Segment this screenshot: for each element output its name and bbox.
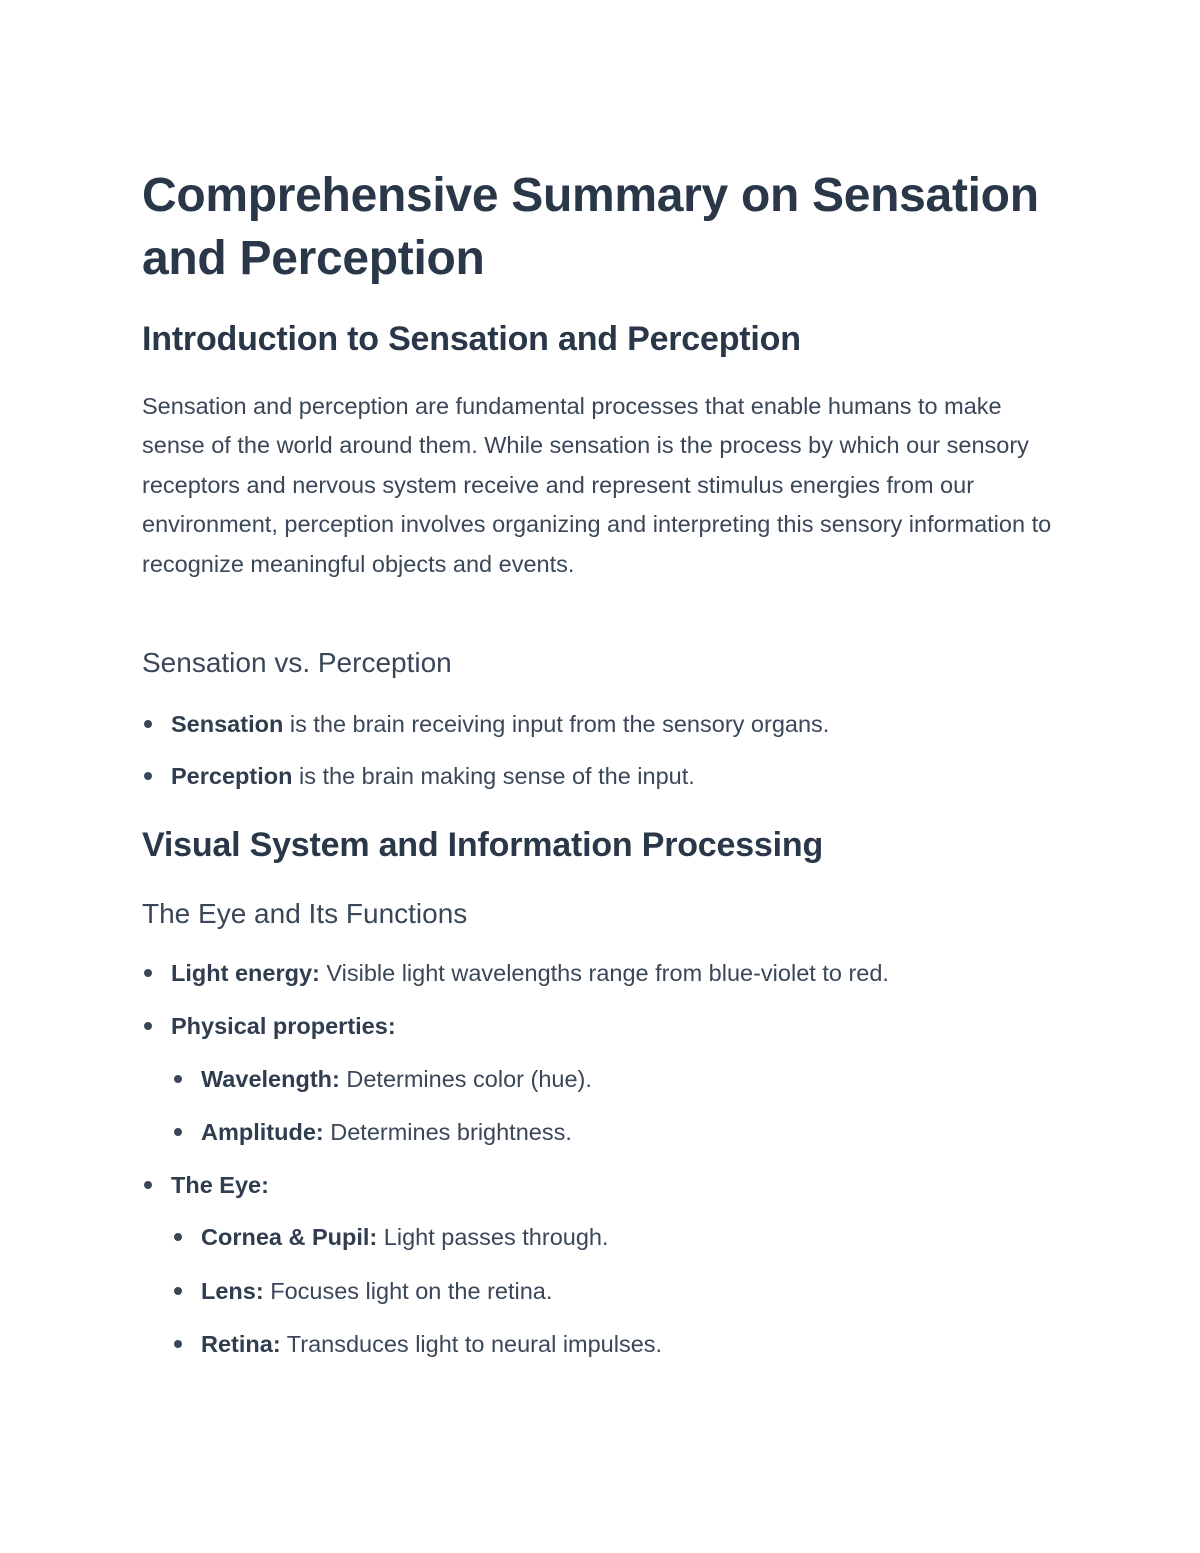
bullet-icon	[144, 1181, 152, 1189]
bullet-icon	[144, 720, 152, 728]
list-item-term: Retina:	[201, 1331, 281, 1357]
list-item-text: is the brain making sense of the input.	[292, 763, 695, 789]
bullet-icon	[174, 1075, 182, 1083]
list-item-term: Sensation	[171, 711, 284, 737]
bullet-icon	[144, 1022, 152, 1030]
bullet-icon	[174, 1128, 182, 1136]
bullet-icon	[144, 969, 152, 977]
section-heading-introduction: Introduction to Sensation and Perception	[142, 320, 801, 358]
document-title: Comprehensive Summary on Sensation and Perception	[142, 169, 1039, 285]
section-heading-visual-system: Visual System and Information Processing	[142, 826, 824, 864]
bullet-icon	[174, 1287, 182, 1295]
list-item-term: Physical properties:	[171, 1013, 396, 1039]
list-item-text: Determines brightness.	[323, 1119, 572, 1145]
list-item-term: Cornea & Pupil:	[201, 1224, 378, 1250]
list-item-text: Determines color (hue).	[339, 1066, 592, 1092]
list-item-term: Amplitude:	[201, 1119, 324, 1145]
bullet-icon	[144, 772, 152, 780]
bullet-icon	[174, 1233, 182, 1241]
introduction-paragraph: Sensation and perception are fundamental processes that enable humans to make sense of the world around them. While sensation is the process by which our sensory receptors and nervous system receive and represent stimulus energies from our environment, perception involves organizing and interpreting this sensory information to recognize meaningful objects and events.	[142, 393, 1052, 577]
list-item-text: is the brain receiving input from the sensory organs.	[283, 711, 830, 737]
list-item-term: The Eye:	[171, 1172, 269, 1198]
list-item-term: Wavelength:	[201, 1066, 340, 1092]
list-item-text: Visible light wavelengths range from blue-violet to red.	[319, 960, 889, 986]
list-item-term: Lens:	[201, 1278, 264, 1304]
list-item-text: Light passes through.	[377, 1224, 609, 1250]
bullet-icon	[174, 1340, 182, 1348]
list-item-text: Transduces light to neural impulses.	[280, 1331, 663, 1357]
list-item-text: Focuses light on the retina.	[263, 1278, 553, 1304]
list-item-term: Perception	[171, 763, 293, 789]
subsection-heading-sensation-vs-perception: Sensation vs. Perception	[142, 647, 452, 678]
list-item-term: Light energy:	[171, 960, 320, 986]
subsection-heading-eye-functions: The Eye and Its Functions	[142, 898, 468, 929]
